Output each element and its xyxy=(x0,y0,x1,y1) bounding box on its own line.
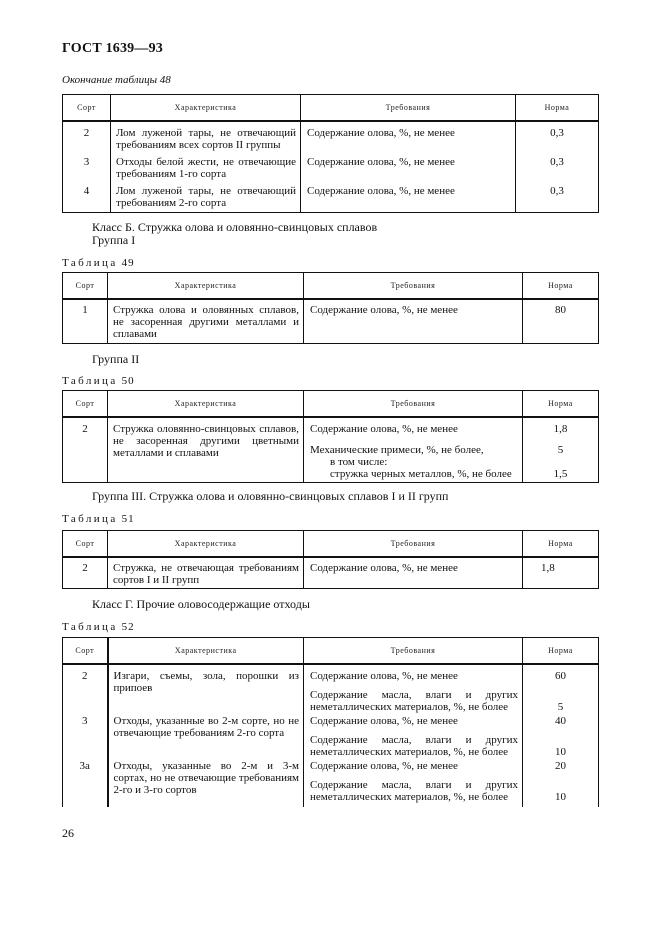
col-header-requirements: Требования xyxy=(304,531,523,558)
class-g-title: Класс Г. Прочие оловосодержащие отходы xyxy=(92,597,310,611)
cell-sort: 2 xyxy=(63,121,111,151)
table-row xyxy=(63,121,599,151)
cell-sort: 3а xyxy=(63,758,108,807)
col-header-requirements: Требования xyxy=(304,391,523,418)
cell-norm: 40 10 xyxy=(523,713,599,758)
class-b-title: Класс Б. Стружка олова и оловянно-свинцовых сплавов xyxy=(92,220,378,234)
table-row xyxy=(63,417,599,483)
cell-requirement: Содержание олова, %, не менее xyxy=(307,185,455,197)
table-header-row xyxy=(63,95,599,122)
cell-requirement: Содержание олова, %, не менее Содержание масла, влаги и других неметаллических материалов, %, не более xyxy=(310,715,518,758)
table-52-label: Таблица 52 xyxy=(62,621,135,633)
table48-continuation-label: Окончание таблицы 48 xyxy=(62,74,171,86)
table-51-label: Таблица 51 xyxy=(62,513,135,525)
col-header-norm: Норма xyxy=(523,273,599,300)
col-header-sort: Сорт xyxy=(63,273,108,300)
cell-characteristic: Стружка олова и оловянных сплавов, не засоренная другими металлами и сплавами xyxy=(113,304,299,340)
cell-characteristic: Отходы, указанные во 2-м сорте, но не отвечающие требованиям 2-го сорта xyxy=(113,715,299,739)
cell-norm: 0,3 xyxy=(516,121,599,151)
col-header-sort: Сорт xyxy=(63,638,108,665)
table-row xyxy=(63,664,599,713)
col-header-characteristic: Характеристика xyxy=(108,273,304,300)
table-49 xyxy=(62,272,599,344)
cell-requirement: Содержание олова, %, не менее xyxy=(310,304,458,316)
cell-norm: 80 xyxy=(523,299,599,344)
cell-norm: 20 10 xyxy=(523,758,599,807)
group-1-title: Группа I xyxy=(92,233,136,247)
table-48 xyxy=(62,94,599,213)
cell-characteristic: Изгари, съемы, зола, порошки из припоев xyxy=(113,670,299,694)
cell-characteristic: Отходы белой жести, не отвечающие требованиям 1-го сорта xyxy=(116,156,296,180)
table-50 xyxy=(62,390,599,483)
table-header-row xyxy=(63,531,599,558)
cell-sort: 3 xyxy=(63,151,111,180)
cell-characteristic: Стружка, не отвечающая требованиям сортов I и II групп xyxy=(113,562,299,586)
cell-norm: 60 5 xyxy=(523,664,599,713)
cell-norm: 0,3 xyxy=(516,180,599,213)
col-header-requirements: Требования xyxy=(304,273,523,300)
col-header-requirements: Требования xyxy=(304,638,523,665)
table-row xyxy=(63,758,599,807)
cell-characteristic: Стружка оловянно-свинцовых сплавов, не засоренная другими цветными металлами и сплавами xyxy=(113,423,299,459)
cell-requirement: Содержание олова, %, не менее xyxy=(310,562,458,574)
cell-requirement: Содержание олова, %, не менее Механические примеси, %, не более, в том числе: стружка черных металлов, %, не более xyxy=(310,423,512,480)
cell-norm: 1,8 xyxy=(523,557,599,589)
cell-sort: 2 xyxy=(63,557,108,589)
cell-characteristic: Отходы, указанные во 2-м и 3-м сортах, но не отвечающие требованиям 2-го и 3-го сортов xyxy=(113,760,299,796)
table-50-label: Таблица 50 xyxy=(62,375,135,387)
col-header-requirements: Требования xyxy=(301,95,516,122)
table-row xyxy=(63,180,599,213)
col-header-characteristic: Характеристика xyxy=(111,95,301,122)
table-header-row xyxy=(63,273,599,300)
cell-requirement: Содержание олова, %, не менее xyxy=(307,127,455,139)
table-49-label: Таблица 49 xyxy=(62,257,135,269)
col-header-characteristic: Характеристика xyxy=(108,531,304,558)
cell-characteristic: Лом луженой тары, не отвечающий требованиям всех сортов II группы xyxy=(116,127,296,151)
document-header: ГОСТ 1639—93 xyxy=(62,41,163,56)
table-51 xyxy=(62,530,599,589)
col-header-sort: Сорт xyxy=(63,391,108,418)
col-header-characteristic: Характеристика xyxy=(108,638,304,665)
cell-sort: 3 xyxy=(63,713,108,758)
table-row xyxy=(63,557,599,589)
col-header-norm: Норма xyxy=(516,95,599,122)
col-header-characteristic: Характеристика xyxy=(108,391,304,418)
table-row xyxy=(63,151,599,180)
table-header-row xyxy=(63,638,599,665)
table-52 xyxy=(62,637,599,807)
cell-characteristic: Лом луженой тары, не отвечающий требованиям 2-го сорта xyxy=(116,185,296,209)
cell-requirement: Содержание олова, %, не менее Содержание масла, влаги и других неметаллических материалов, %, не более xyxy=(310,760,518,803)
cell-norm: 0,3 xyxy=(516,151,599,180)
col-header-norm: Норма xyxy=(523,638,599,665)
table-row xyxy=(63,299,599,344)
cell-sort: 2 xyxy=(63,417,108,483)
cell-requirement: Содержание олова, %, не менее xyxy=(307,156,455,168)
cell-sort: 1 xyxy=(63,299,108,344)
cell-sort: 2 xyxy=(63,664,108,713)
col-header-sort: Сорт xyxy=(63,531,108,558)
table-header-row xyxy=(63,391,599,418)
cell-requirement: Содержание олова, %, не менее Содержание масла, влаги и других неметаллических материалов, %, не более xyxy=(310,670,518,713)
cell-sort: 4 xyxy=(63,180,111,213)
cell-norm: 1,8 5 1,5 xyxy=(523,417,599,483)
group-3-title: Группа III. Стружка олова и оловянно-свинцовых сплавов I и II групп xyxy=(92,489,449,503)
page-number: 26 xyxy=(62,826,74,840)
col-header-norm: Норма xyxy=(523,531,599,558)
table-row xyxy=(63,713,599,758)
col-header-norm: Норма xyxy=(523,391,599,418)
col-header-sort: Сорт xyxy=(63,95,111,122)
group-2-title: Группа II xyxy=(92,352,140,366)
